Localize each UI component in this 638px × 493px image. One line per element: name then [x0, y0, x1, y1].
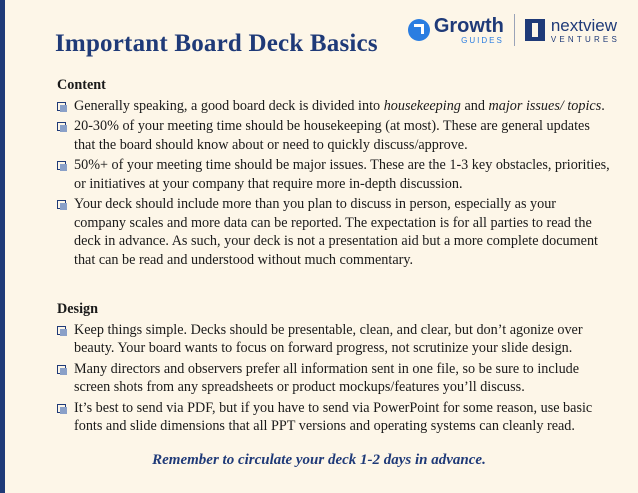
- design-section: [57, 300, 610, 436]
- checkbox-bullet-icon: [57, 404, 66, 413]
- logo-divider: [514, 14, 515, 46]
- list-item: 50%+ of your meeting time should be major issues. These are the 1-3 key obstacles, priorities, or initiatives at your company that require more in-depth discussion.: [78, 156, 610, 193]
- nextview-logo-word: nextview: [550, 15, 617, 35]
- reminder-note: Remember to circulate your deck 1-2 days in advance.: [152, 452, 486, 468]
- content-heading: Content: [57, 77, 106, 93]
- checkbox-bullet-icon: [57, 326, 66, 335]
- left-accent-bar: [0, 0, 5, 493]
- growth-logo-word: Growth: [433, 14, 504, 37]
- growth-arrow-icon: [408, 19, 430, 41]
- checkbox-bullet-icon: [57, 161, 66, 170]
- list-item: Your deck should include more than you plan to discuss in person, especially as your company scales and more data can be reported. The expectation is for all parties to read the deck in advance. As such, your deck is not a presentation aid but a more complete document that can be read and understood without much commentary.: [78, 195, 610, 269]
- list-item: Many directors and observers prefer all information sent in one file, so be sure to include screen shots from any spreadsheets or product mockups/features you’ll discuss.: [78, 360, 610, 397]
- list-item: It’s best to send via PDF, but if you have to send via PowerPoint for some reason, use basic fonts and slide dimensions that all PPT versions and operating systems can cleanly read.: [78, 399, 610, 436]
- list-item: Generally speaking, a good board deck is divided into housekeeping and major issues/ topics.: [78, 97, 610, 116]
- logo-area: [408, 12, 620, 48]
- page-title: Important Board Deck Basics: [55, 30, 378, 57]
- content-section: [57, 76, 610, 269]
- checkbox-bullet-icon: [57, 102, 66, 111]
- growth-logo-sub: GUIDES: [461, 35, 504, 45]
- list-item: 20-30% of your meeting time should be housekeeping (at most). These are general updates that the board should know about or need to quickly discuss/approve.: [78, 117, 610, 154]
- checkbox-bullet-icon: [57, 365, 66, 374]
- checkbox-bullet-icon: [57, 122, 66, 131]
- nextview-logo-sub: VENTURES: [550, 34, 620, 44]
- growth-guides-logo: [408, 16, 504, 45]
- list-item: Keep things simple. Decks should be presentable, clean, and clear, but don’t agonize over beauty. Your board wants to focus on forward progress, not scrutinize your slide design.: [78, 321, 610, 358]
- nextview-mark-icon: [525, 19, 545, 41]
- checkbox-bullet-icon: [57, 200, 66, 209]
- design-heading: Design: [57, 301, 98, 317]
- nextview-ventures-logo: [525, 17, 620, 44]
